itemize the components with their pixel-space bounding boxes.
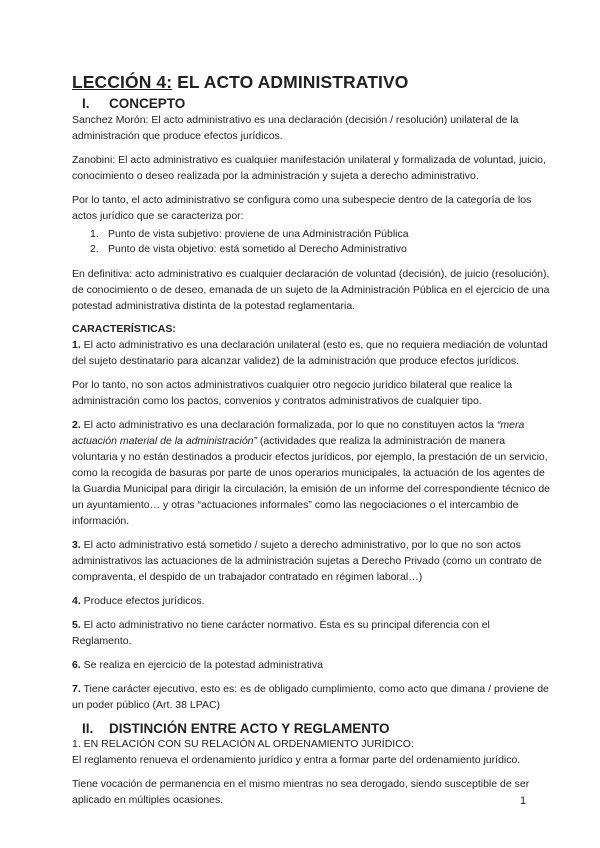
section-number: II. (82, 721, 94, 736)
list-number: 1. (90, 228, 99, 240)
item-text: Tiene carácter ejecutivo, esto es: es de obligado cumplimiento, como acto que dimana / proviene de un poder público (Art. 38 LPAC) (72, 683, 549, 711)
item-text: El acto administrativo no tiene carácter normativo. Ésta es su principal diferencia con el Reglamento. (72, 619, 490, 647)
subheading-relacion: 1. EN RELACIÓN CON SU RELACIÓN AL ORDENAMIENTO JURÍDICO: (72, 738, 414, 750)
paragraph: Tiene vocación de permanencia en el mismo mientras no sea derogado, siendo susceptible de ser aplicado en múltiples ocasiones. (72, 778, 530, 806)
paragraph: Por lo tanto, el acto administrativo se configura como una subespecie dentro de la categoría de los actos jurídico que se caracteriza por: (72, 194, 532, 222)
item-number: 5. (72, 619, 81, 631)
item-text: Produce efectos jurídicos. (80, 595, 205, 607)
paragraph: El reglamento renueva el ordenamiento jurídico y entra a formar parte del ordenamiento jurídico. (72, 754, 521, 766)
characteristic-2 (72, 417, 552, 529)
paragraph: Por lo tanto, no son actos administrativos cualquier otro negocio jurídico bilateral que realice la administración como los pactos, convenios y contratos administrativos de cualquier tipo. (72, 379, 513, 407)
section-number: I. (82, 96, 90, 111)
item-text: Se realiza en ejercicio de la potestad administrativa (80, 659, 323, 671)
page-title (72, 72, 552, 93)
item-number: 1. (72, 339, 81, 351)
paragraph: Sanchez Morón: El acto administrativo es una declaración (decisión / resolución) unilateral de la administración que produce efectos jurídicos. (72, 114, 519, 142)
item-text: El acto administrativo es una declaración unilateral (esto es, que no requiera mediación de voluntad del sujeto destinatario para alcanzar validez) de la administración que produce efectos jurídicos. (72, 339, 548, 367)
item-number: 6. (72, 659, 81, 671)
section-heading-concepto (72, 96, 552, 111)
item-number: 3. (72, 539, 81, 551)
item-number: 2. (72, 419, 81, 431)
item-number: 4. (72, 595, 81, 607)
characteristic-4 (72, 593, 552, 609)
item-number: 7. (72, 683, 81, 695)
characteristic-5 (72, 617, 552, 649)
section-label: CONCEPTO (109, 96, 186, 111)
section-label: DISTINCIÓN ENTRE ACTO Y REGLAMENTO (109, 721, 390, 736)
item-text: El acto administrativo está sometido / sujeto a derecho administrativo, por lo que no son actos administrativos las actuaciones de la administración sujetas a Derecho Privado (como un contrato de compraventa, el despido de un trabajador contratado en régimen laboral…) (72, 539, 542, 583)
characteristic-3 (72, 537, 552, 585)
item-text: El acto administrativo es una declaración formalizada, por lo que no constituyen actos la (80, 419, 497, 431)
characteristic-7 (72, 681, 552, 713)
title-lesson: LECCIÓN 4: (72, 72, 173, 92)
section-heading-distincion (72, 721, 552, 736)
subheading-caracteristicas: CARACTERÍSTICAS: (72, 323, 176, 335)
item-emphasis: “mera actuación material de la administración” (72, 419, 525, 447)
numbered-list (72, 227, 552, 257)
item-text: (actividades que realiza la administración de manera voluntaria y no están destinados a producir efectos jurídicos, por ejemplo, la prestación de un servicio, como la recogida de basuras por parte de unos operarios municipales, la actuación de los agentes de la Guardia Municipal para dirigir la circulación, la emisión de un informe del correspondiente técnico de un ayuntamiento… y otras “actuaciones informales” como las negociaciones o el intercambio de información. (72, 435, 551, 527)
paragraph: En definitiva: acto administrativo es cualquier declaración de voluntad (decisión), de juicio (resolución), de conocimiento o de deseo, emanada de un sujeto de la Administración Pública en el ejercicio de una potestad administrativa distinta de la potestad reglamentaria. (72, 268, 550, 312)
paragraph: Zanobini: El acto administrativo es cualquier manifestación unilateral y formalizada de voluntad, juicio, conocimiento o deseo realizada por la administración y sujeta a derecho administrativo. (72, 154, 546, 182)
list-text: Punto de vista subjetivo: proviene de una Administración Pública (108, 228, 409, 240)
list-item (72, 242, 552, 257)
document-page (72, 72, 552, 816)
list-item (72, 227, 552, 242)
characteristic-1 (72, 337, 552, 369)
list-text: Punto de vista objetivo: está sometido al Derecho Administrativo (108, 243, 407, 255)
page-number: 1 (520, 795, 527, 807)
title-text: EL ACTO ADMINISTRATIVO (172, 72, 409, 92)
characteristic-6 (72, 657, 552, 673)
list-number: 2. (90, 243, 99, 255)
